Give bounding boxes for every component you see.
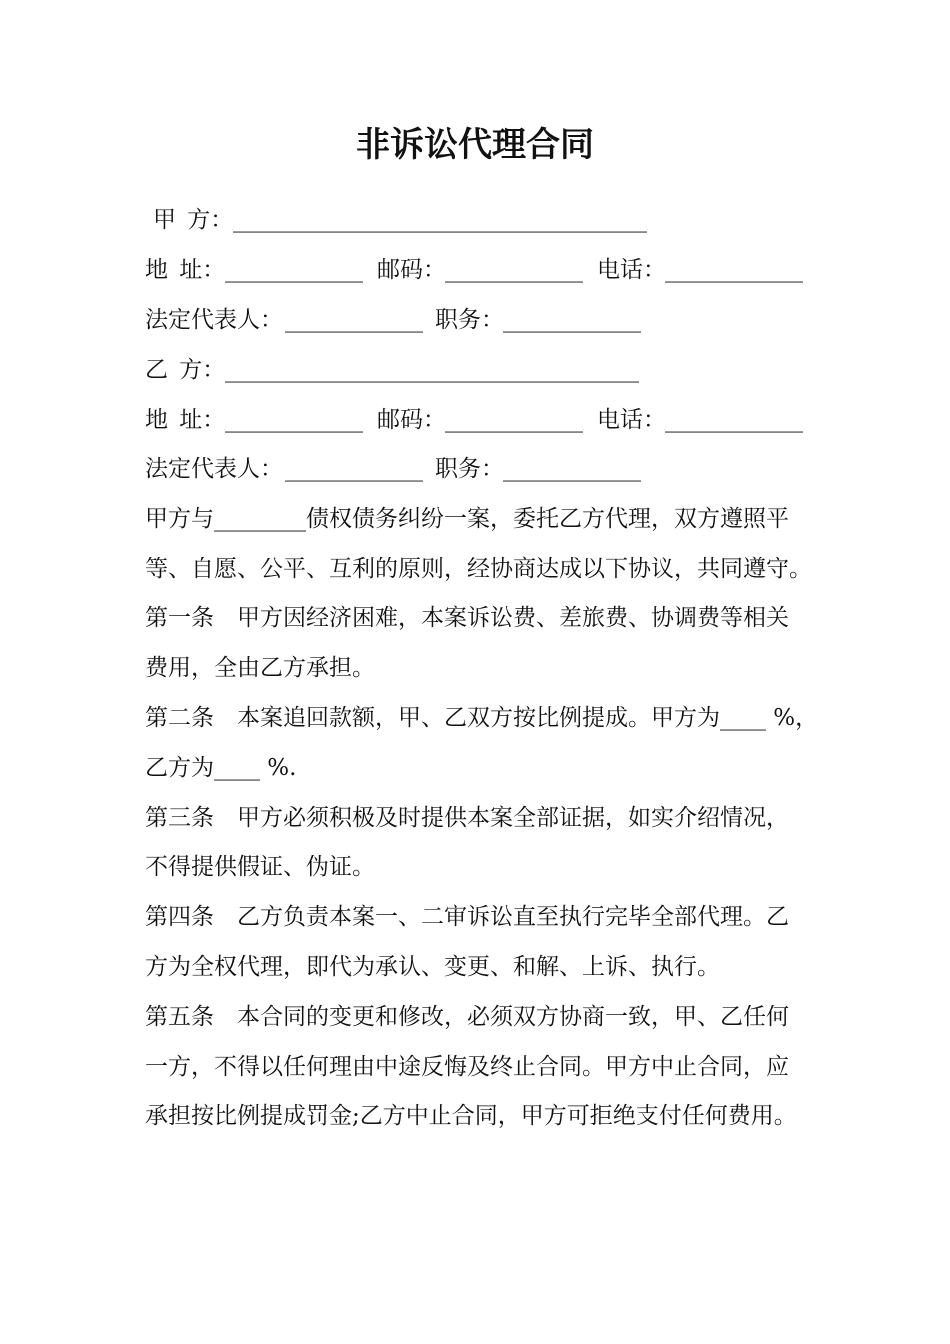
article-5-line — [0, 1002, 950, 1032]
party-a-name-row — [0, 205, 950, 235]
party-a-address-blank: ____________ — [225, 257, 363, 283]
article-2-line — [0, 753, 950, 783]
party-b-phone-blank: ____________ — [665, 407, 803, 433]
article-1-text: 费用，全由乙方承担。 — [145, 655, 375, 681]
party-b-name-blank: ____________________________________ — [225, 357, 639, 383]
party-b-address-blank: ____________ — [225, 407, 363, 433]
article-1-label: 第一条 — [145, 605, 214, 631]
article-4-line — [0, 952, 950, 982]
party-a-postcode-blank: ____________ — [445, 257, 583, 283]
party-a-representative-label: 法定代表人： — [145, 307, 283, 333]
party-b-postcode-blank: ____________ — [445, 407, 583, 433]
party-b-name-label: 乙 方： — [145, 357, 226, 383]
party-a-name-blank: ____________________________________ — [233, 207, 647, 233]
article-4-text: 乙方负责本案一、二审诉讼直至执行完毕全部代理。乙 — [237, 904, 789, 930]
party-a-address-label: 地 址： — [145, 257, 226, 283]
party-a-postcode-label: 邮码： — [377, 257, 446, 283]
article-5-text: 本合同的变更和修改，必须双方协商一致，甲、乙任何 — [237, 1004, 789, 1030]
party-a-phone-blank: ____________ — [665, 257, 803, 283]
article-3-line — [0, 852, 950, 882]
article-3-text: 不得提供假证、伪证。 — [145, 854, 375, 880]
party-a-phone-label: 电话： — [597, 257, 666, 283]
party-b-contact-row — [0, 405, 950, 435]
article-3-label: 第三条 — [145, 805, 214, 831]
article-5-line — [0, 1101, 950, 1131]
party-a-name-label: 甲 方： — [153, 207, 234, 233]
article-4-line — [0, 902, 950, 932]
party-a-representative-blank: ____________ — [285, 307, 423, 333]
article-4-label: 第四条 — [145, 904, 214, 930]
article-3-line — [0, 803, 950, 833]
party-a-position-blank: ____________ — [503, 307, 641, 333]
party-b-representative-row — [0, 454, 950, 484]
party-b-address-label: 地 址： — [145, 407, 226, 433]
party-a-representative-row — [0, 305, 950, 335]
article-1-line — [0, 603, 950, 633]
party-b-postcode-label: 邮码： — [377, 407, 446, 433]
party-b-representative-blank: ____________ — [285, 456, 423, 482]
article-5-text: 承担按比例提成罚金;乙方中止合同，甲方可拒绝支付任何费用。 — [145, 1103, 797, 1129]
party-b-phone-label: 电话： — [597, 407, 666, 433]
article-5-text: 一方，不得以任何理由中途反悔及终止合同。甲方中止合同，应 — [145, 1054, 789, 1080]
article-2-label: 第二条 — [145, 705, 214, 731]
intro-line — [0, 554, 950, 584]
party-b-position-blank: ____________ — [503, 456, 641, 482]
party-a-contact-row — [0, 255, 950, 285]
article-4-text: 方为全权代理，即代为承认、变更、和解、上诉、执行。 — [145, 954, 720, 980]
article-2-text: 乙方为____ %. — [145, 755, 297, 781]
article-5-label: 第五条 — [145, 1004, 214, 1030]
intro-text: 甲方与________债权债务纠纷一案，委托乙方代理，双方遵照平 — [145, 506, 789, 532]
party-a-position-label: 职务： — [435, 307, 504, 333]
intro-text: 等、自愿、公平、互利的原则，经协商达成以下协议，共同遵守。 — [145, 556, 812, 582]
intro-line — [0, 504, 950, 534]
article-3-text: 甲方必须积极及时提供本案全部证据，如实介绍情况， — [237, 805, 789, 831]
article-1-text: 甲方因经济困难，本案诉讼费、差旅费、协调费等相关 — [237, 605, 789, 631]
article-5-line — [0, 1052, 950, 1082]
article-1-line — [0, 653, 950, 683]
party-b-name-row — [0, 355, 950, 385]
document-title: 非诉讼代理合同 — [356, 125, 594, 165]
party-b-representative-label: 法定代表人： — [145, 456, 283, 482]
party-b-position-label: 职务： — [435, 456, 504, 482]
article-2-text: 本案追回款额，甲、乙双方按比例提成。甲方为____ %， — [237, 705, 819, 731]
article-2-line — [0, 703, 950, 733]
